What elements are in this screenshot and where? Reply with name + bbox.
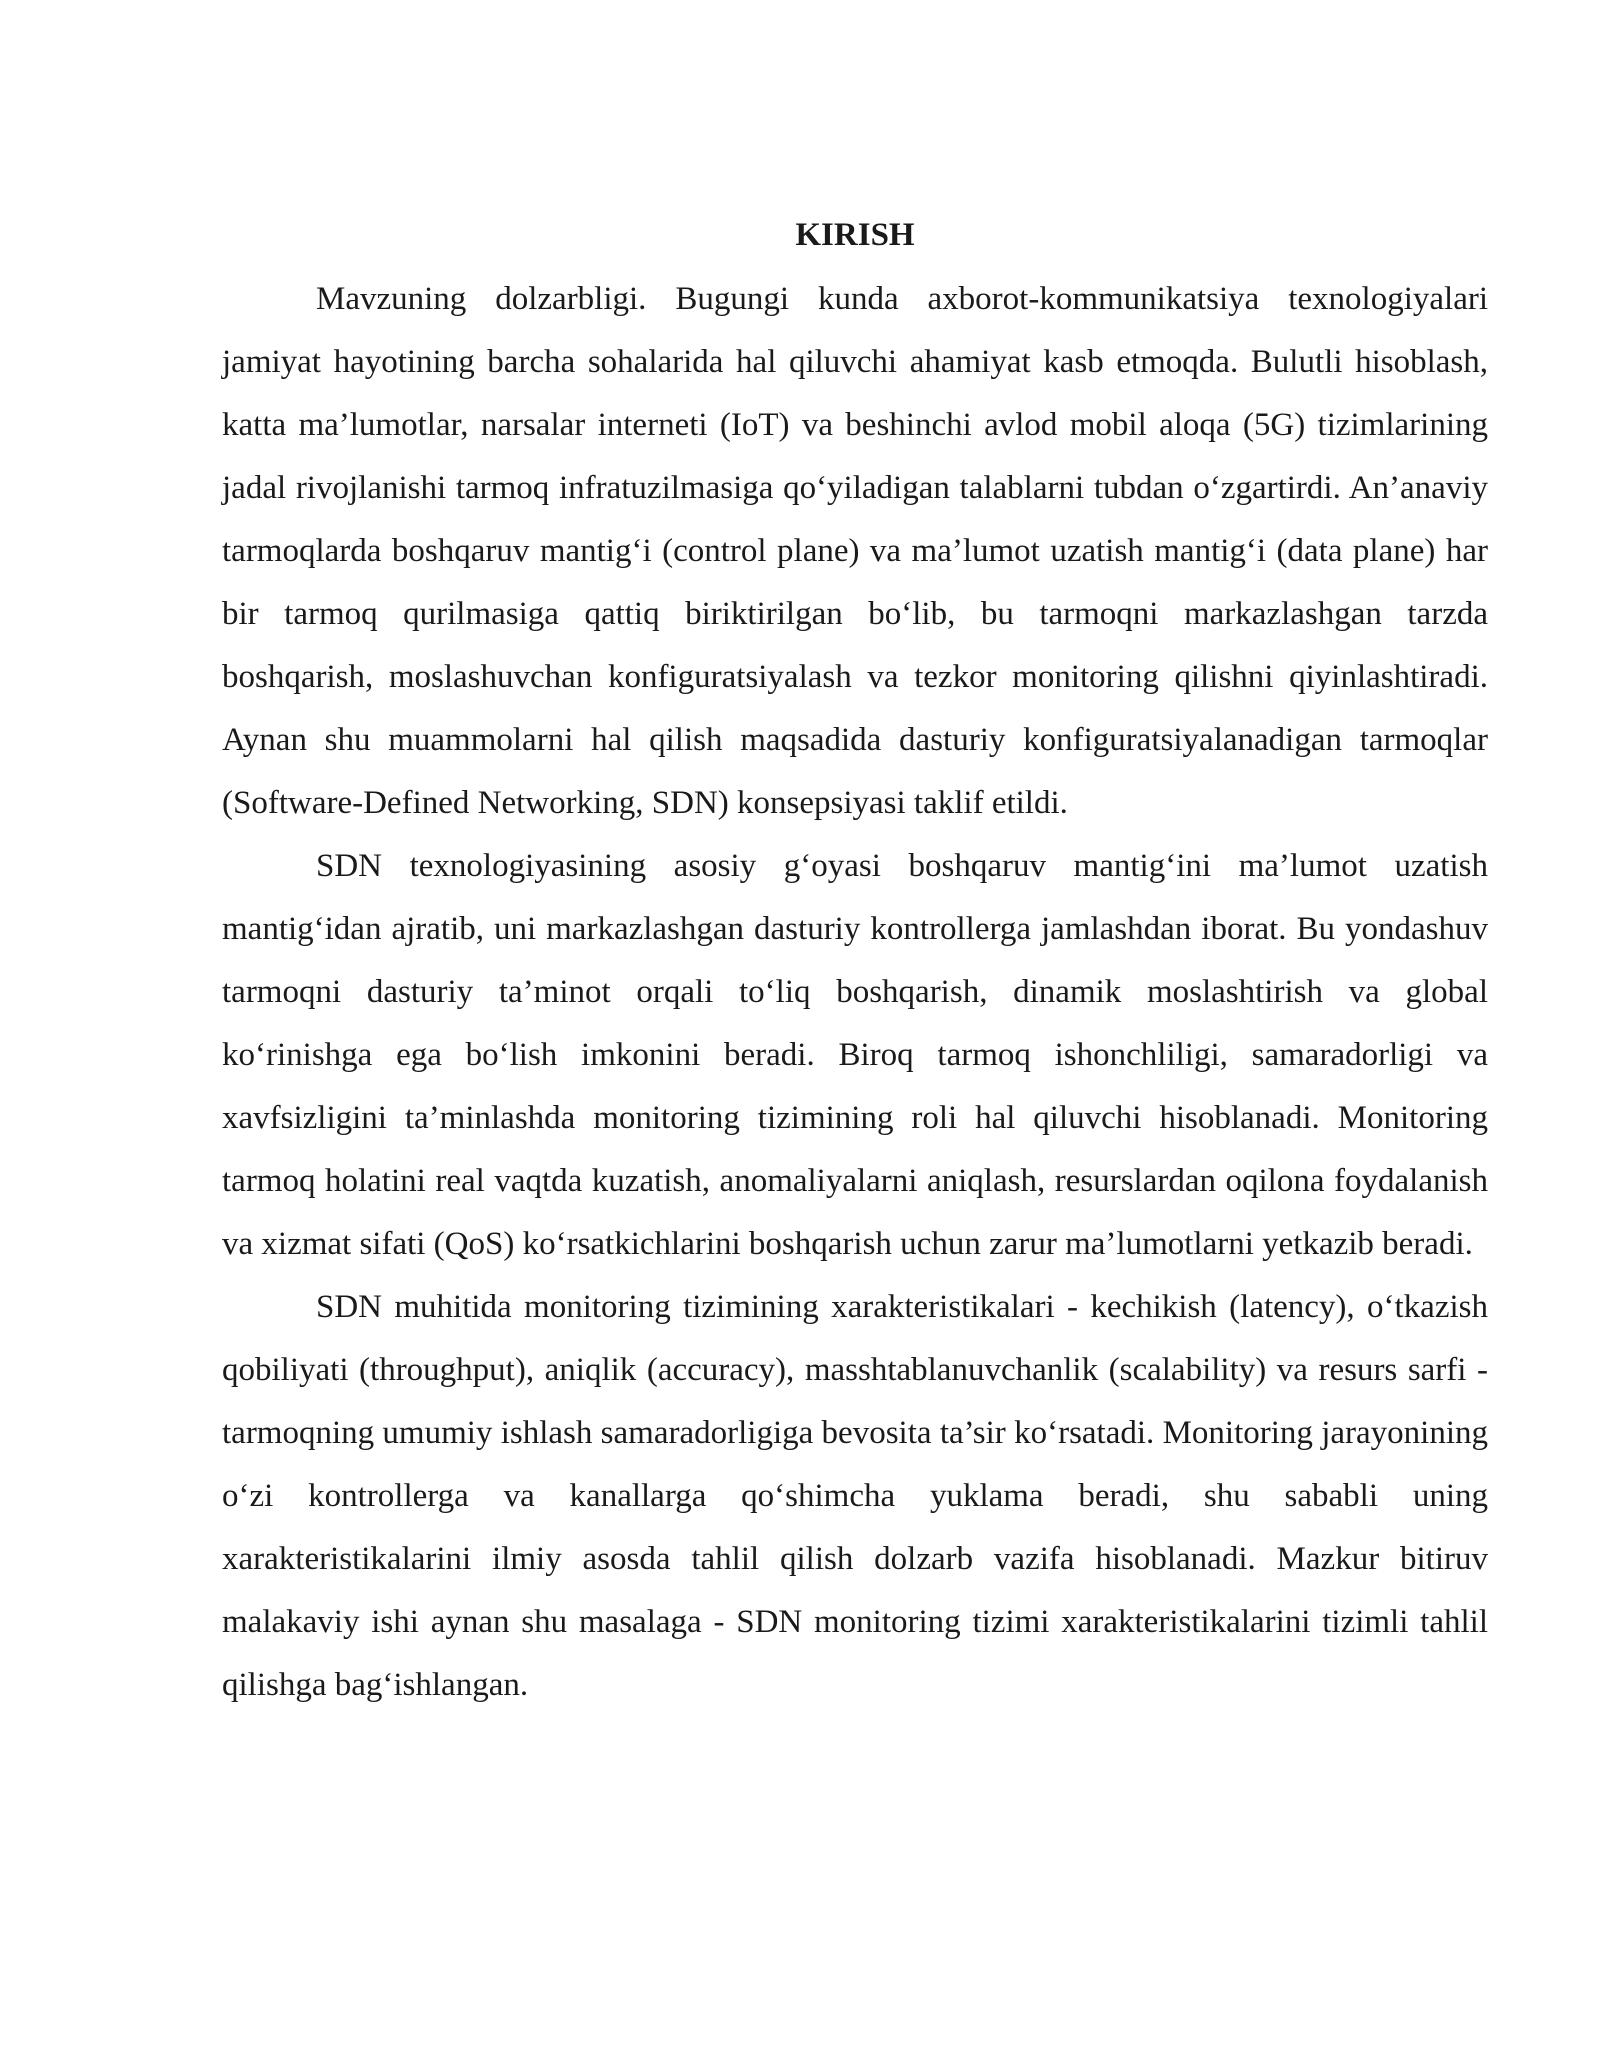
section-title: KIRISH	[795, 217, 915, 253]
paragraph-sdn-idea: SDN texnologiyasining asosiy g‘oyasi boshqaruv mantig‘ini ma’lumot uzatish mantig‘idan ajratib, uni markazlashgan dasturiy kontrollerga jamlashdan iborat. Bu yondashuv tarmoqni dasturiy ta’minot orqali to‘liq boshqarish, dinamik moslashtirish va global ko‘rinishga ega bo‘lish imkonini beradi. Biroq tarmoq ishonchliligi, samaradorligi va xavfsizligini ta’minlashda monitoring tizimining roli hal qiluvchi hisoblanadi. Monitoring tarmoq holatini real vaqtda kuzatish, anomaliyalarni aniqlash, resurslardan oqilona foydalanish va xizmat sifati (QoS) ko‘rsatkichlarini boshqarish uchun zarur ma’lumotlarni yetkazib beradi.	[222, 848, 1488, 1262]
paragraph-relevance: Mavzuning dolzarbligi. Bugungi kunda axborot-kommunikatsiya texnologiyalari jamiyat hayotining barcha sohalarida hal qiluvchi ahamiyat kasb etmoqda. Bulutli hisoblash, katta ma’lumotlar, narsalar interneti (IoT) va beshinchi avlod mobil aloqa (5G) tizimlarining jadal rivojlanishi tarmoq infratuzilmasiga qo‘yiladigan talablarni tubdan o‘zgartirdi. An’anaviy tarmoqlarda boshqaruv mantig‘i (control plane) va ma’lumot uzatish mantig‘i (data plane) har bir tarmoq qurilmasiga qattiq biriktirilgan bo‘lib, bu tarmoqni markazlashgan tarzda boshqarish, moslashuvchan konfiguratsiyalash va tezkor monitoring qilishni qiyinlashtiradi. Aynan shu muammolarni hal qilish maqsadida dasturiy konfiguratsiyalanadigan tarmoqlar (Software-Defined Networking, SDN) konsepsiyasi taklif etildi.	[222, 281, 1488, 821]
document-body	[222, 208, 1488, 1717]
paragraph-monitoring-characteristics: SDN muhitida monitoring tizimining xarakteristikalari - kechikish (latency), o‘tkazish qobiliyati (throughput), aniqlik (accuracy), masshtablanuvchanlik (scalability) va resurs sarfi - tarmoqning umumiy ishlash samaradorligiga bevosita ta’sir ko‘rsatadi. Monitoring jarayonining o‘zi kontrollerga va kanallarga qo‘shimcha yuklama beradi, shu sababli uning xarakteristikalarini ilmiy asosda tahlil qilish dolzarb vazifa hisoblanadi. Mazkur bitiruv malakaviy ishi aynan shu masalaga - SDN monitoring tizimi xarakteristikalarini tizimli tahlil qilishga bag‘ishlangan.	[222, 1289, 1488, 1703]
